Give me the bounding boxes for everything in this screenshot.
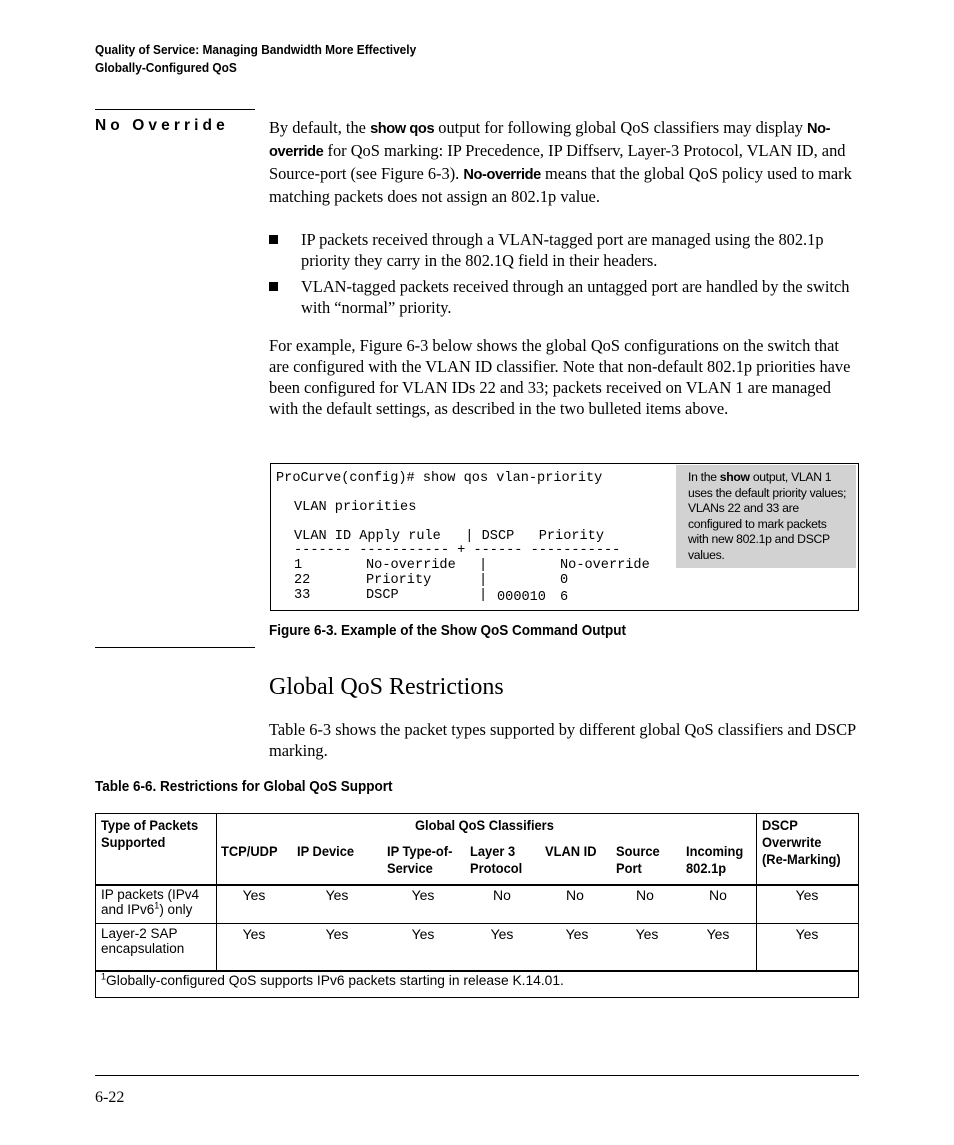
figure-caption: Figure 6-3. Example of the Show QoS Command Output xyxy=(269,622,627,639)
footnote-text: Globally-configured QoS supports IPv6 packets starting in release K.14.01. xyxy=(106,973,564,988)
header-line: Overwrite xyxy=(762,834,822,850)
footnote-ref: 1 xyxy=(154,900,160,911)
callout-text-2: output, VLAN 1 uses the default priority values; VLANs 22 and 33 are configured to mark packets with new 802.1p and DSCP values. xyxy=(688,470,847,562)
header-line: Incoming xyxy=(686,843,744,859)
table-cell: Yes xyxy=(565,926,589,942)
row-label-line: and $IPv6^1$) only xyxy=(101,900,193,917)
cli-command-line: ProCurve(config)# show qos vlan-priority xyxy=(276,471,603,486)
header-line: (Re-Marking) xyxy=(762,851,841,867)
table-cell: No xyxy=(566,887,584,903)
header-line: IP Device xyxy=(297,843,355,859)
table-cell: Yes xyxy=(635,926,659,942)
cli-row-bar: | xyxy=(479,588,488,603)
side-heading: No Override xyxy=(95,117,229,134)
table-cell: Yes xyxy=(411,887,435,903)
table-row-divider xyxy=(95,923,859,924)
intro-command-show-qos: show qos xyxy=(370,121,435,137)
header-line: IP Type-of- xyxy=(387,843,453,859)
callout-command-show: show xyxy=(719,470,750,484)
bullet-text: IP packets received through a VLAN-tagged port are managed using the 802.1p priority they carry in the 802.1Q field in their headers. xyxy=(301,230,824,270)
header-line: Port xyxy=(616,860,642,876)
table-subheader-source-port xyxy=(616,843,660,877)
table-subheader-incoming-8021p xyxy=(686,843,743,877)
page-number: 6-22 xyxy=(95,1089,125,1106)
footer-rule xyxy=(95,1075,859,1076)
table-cell: Yes xyxy=(411,926,435,942)
table-cell: Yes xyxy=(242,887,266,903)
header-line: Source xyxy=(616,843,660,859)
cli-row-vlan: 33 xyxy=(294,588,311,603)
intro-text-2: output for following global QoS classifiers may display xyxy=(434,118,808,137)
table-subheader-layer3 xyxy=(470,843,522,877)
example-paragraph: For example, Figure 6-3 below shows the global QoS configurations on the switch that are configured with the VLAN ID classifier. Note that non-default 802.1p priorities have been configured for VLAN IDs 22 and 33; packets received on VLAN 1 are managed with the default settings, as described in the two bulleted items above. xyxy=(269,336,851,418)
header-line: Protocol xyxy=(470,860,523,876)
running-header xyxy=(95,41,416,76)
table-subheader-vlan-id xyxy=(545,843,597,860)
row-label-line: encapsulation xyxy=(101,941,185,956)
table-header-type xyxy=(101,817,198,851)
table-col-divider xyxy=(756,813,757,971)
row-label-line: Layer-2 SAP xyxy=(101,926,178,941)
header-line: VLAN ID xyxy=(545,843,597,859)
header-line: Layer 3 xyxy=(470,843,516,859)
square-bullet-icon xyxy=(269,235,278,244)
header-line: TCP/UDP xyxy=(221,843,278,859)
figure-callout-text xyxy=(688,470,850,564)
intro-keyword-no-override-1: No-override xyxy=(269,121,831,160)
table-cell: Yes xyxy=(325,926,349,942)
cli-row-dscp: 000010 xyxy=(497,590,546,605)
cli-row-priority: 0 xyxy=(560,573,569,588)
table-footnote xyxy=(101,973,564,988)
table-cell: Yes xyxy=(490,926,514,942)
table-header-global-classifiers: Global QoS Classifiers xyxy=(415,817,554,833)
figure-callout xyxy=(676,465,856,568)
cli-row-bar: | xyxy=(479,558,488,573)
table-cell: Yes xyxy=(242,926,266,942)
table-col-divider xyxy=(216,813,217,971)
table-subheader-ip-tos xyxy=(387,843,452,877)
side-heading-rule xyxy=(95,109,255,110)
table-header-dscp-overwrite xyxy=(762,817,841,868)
header-line: 802.1p xyxy=(686,860,727,876)
cli-section-label: VLAN priorities xyxy=(294,500,417,515)
header-line-2: Globally-Configured QoS xyxy=(95,59,237,75)
intro-paragraph xyxy=(269,117,859,207)
header-line: Type of Packets xyxy=(101,817,199,833)
cli-row-priority: No-override xyxy=(560,558,650,573)
table-row-label xyxy=(101,887,199,917)
table-subheader-tcp-udp xyxy=(221,843,278,860)
cli-separator: ------- ----------- + ------ ----------- xyxy=(294,543,621,558)
row-label-line: IP packets (IPv4 xyxy=(101,887,200,902)
section-paragraph: Table 6-3 shows the packet types supported by different global QoS classifiers and DSCP marking. xyxy=(269,720,856,760)
table-caption: Table 6-6. Restrictions for Global QoS Support xyxy=(95,778,393,795)
table-subheader-ip-device xyxy=(297,843,354,860)
table-cell: No xyxy=(709,887,727,903)
bullet-text: VLAN-tagged packets received through an untagged port are handled by the switch with “normal” priority. xyxy=(301,277,850,317)
table-cell: Yes xyxy=(325,887,349,903)
header-line-1: Quality of Service: Managing Bandwidth More Effectively xyxy=(95,42,417,57)
footnote-marker: 1 xyxy=(101,971,107,982)
cli-column-header: VLAN ID Apply rule | DSCP Priority xyxy=(294,529,604,544)
cli-row-vlan: 1 xyxy=(294,558,303,573)
callout-text-1: In the xyxy=(688,470,720,484)
intro-text-1: By default, the xyxy=(269,118,371,137)
cli-row-rule: DSCP xyxy=(366,588,399,603)
table-header-divider xyxy=(95,884,859,886)
header-line: Supported xyxy=(101,834,166,850)
header-line: Service xyxy=(387,860,433,876)
section-title: Global QoS Restrictions xyxy=(269,674,504,700)
header-line: DSCP xyxy=(762,817,798,833)
table-cell: Yes xyxy=(795,887,819,903)
intro-keyword-no-override-2: No-override xyxy=(463,167,541,183)
cli-row-rule: Priority xyxy=(366,573,432,588)
square-bullet-icon xyxy=(269,282,278,291)
table-cell: No xyxy=(636,887,654,903)
table-cell: Yes xyxy=(706,926,730,942)
cli-row-bar: | xyxy=(479,573,488,588)
cli-row-vlan: 22 xyxy=(294,573,311,588)
table-row-label xyxy=(101,926,184,956)
table-cell: No xyxy=(493,887,511,903)
intro-text-4: means that the global QoS policy used to mark matching packets does not assign an 802.1p value. xyxy=(269,164,852,206)
cli-row-priority: 6 xyxy=(560,590,569,605)
table-footnote-divider xyxy=(95,970,859,972)
section-divider-rule xyxy=(95,647,255,648)
table-cell: Yes xyxy=(795,926,819,942)
intro-text-3: for QoS marking: IP Precedence, IP Diffserv, Layer-3 Protocol, VLAN ID, and Source-port (see Figure 6-3). xyxy=(269,141,846,183)
cli-row-rule: No-override xyxy=(366,558,456,573)
